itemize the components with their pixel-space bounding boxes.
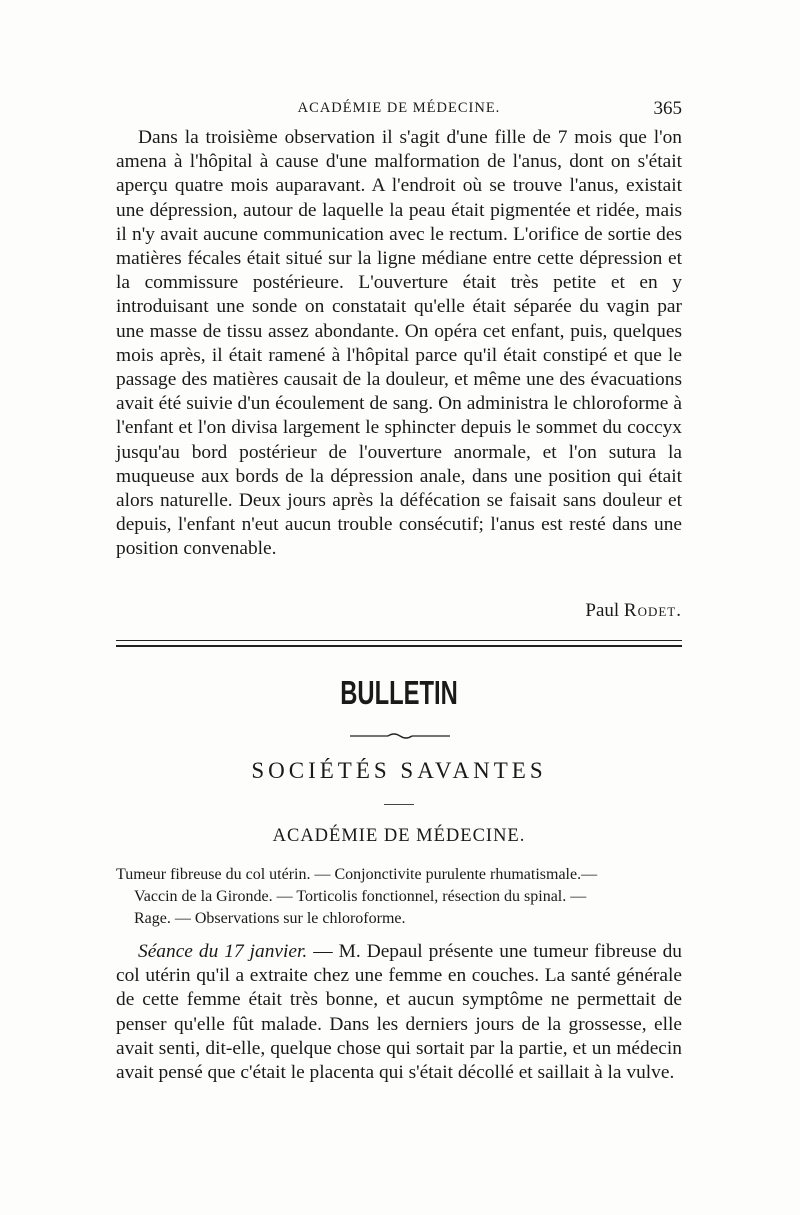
seance-text: — M. Depaul présente une tumeur fibreuse du col utérin qu'il a extraite chez une femme en couches. La santé générale de cette femme était très bonne, et aucun symptôme ne permettait de penser qu'elle fût malade. Dans les derniers jours de la grossesse, elle avait senti, dit-elle, quelque chose qui sortait par la partie, et un médecin avait pensé que c'était le placenta qui s'était décollé et saillait à la vulve. bbox=[116, 941, 682, 1084]
section-divider-thin bbox=[116, 640, 682, 641]
bulletin-heading: BULLETIN bbox=[340, 674, 458, 711]
author-last-name: Rodet. bbox=[623, 600, 682, 621]
session-summary bbox=[116, 864, 682, 930]
summary-line: Vaccin de la Gironde. — Torticolis fonctionnel, résection du spinal. — bbox=[134, 888, 587, 905]
societes-heading: SOCIÉTÉS SAVANTES bbox=[251, 758, 547, 783]
seance-paragraph bbox=[116, 940, 682, 1085]
article-paragraph: Dans la troisième observation il s'agit d'une fille de 7 mois que l'on amena à l'hôpital à cause d'une malformation de l'anus, dont on s'était aperçu quatre mois auparavant. A l'endroit où se trouve l'anus, existait une dépression, autour de laquelle la peau était pigmentée et ridée, mais il n'y avait aucune communication avec le rectum. L'orifice de sortie des matières fécales était situé sur la ligne médiane entre cette dépression et la commissure postérieure. L'ouverture était très petite et en y introduisant une sonde on constatait qu'elle était séparée du vagin par une masse de tissu assez abondante. On opéra cet enfant, puis, quelques mois après, il était ramené à l'hôpital parce qu'il était constipé et que le passage des matières causait de la douleur, et même une des évacuations avait été suivie d'un écoulement de sang. On administra le chloroforme à l'enfant et l'on divisa largement le sphincter depuis le sommet du coccyx jusqu'au bord postérieur de l'ouverture anormale, et l'on sutura la muqueuse aux bords de la dépression anale, dans une position qui était alors naturelle. Deux jours après la défécation se faisait sans douleur et depuis, l'enfant n'eut aucun trouble consécutif; l'anus est resté dans une position convenable. bbox=[116, 127, 682, 560]
summary-line: Tumeur fibreuse du col utérin. — Conjonctivite purulente rhumatismale.— bbox=[116, 866, 598, 883]
running-title: ACADÉMIE DE MÉDECINE. bbox=[297, 100, 501, 116]
page-number: 365 bbox=[653, 98, 682, 119]
ornament-flourish bbox=[350, 732, 450, 740]
summary-line: Rage. — Observations sur le chloroforme. bbox=[134, 910, 406, 927]
author-signature bbox=[116, 600, 682, 622]
small-divider bbox=[384, 804, 414, 805]
seance-body bbox=[116, 940, 682, 1085]
seance-date: Séance du 17 janvier. bbox=[138, 941, 308, 962]
running-header bbox=[116, 98, 682, 120]
academie-heading: ACADÉMIE DE MÉDECINE. bbox=[272, 826, 526, 846]
article-body bbox=[116, 126, 682, 562]
section-divider-thick bbox=[116, 645, 682, 647]
author-first-name: Paul bbox=[585, 600, 620, 621]
